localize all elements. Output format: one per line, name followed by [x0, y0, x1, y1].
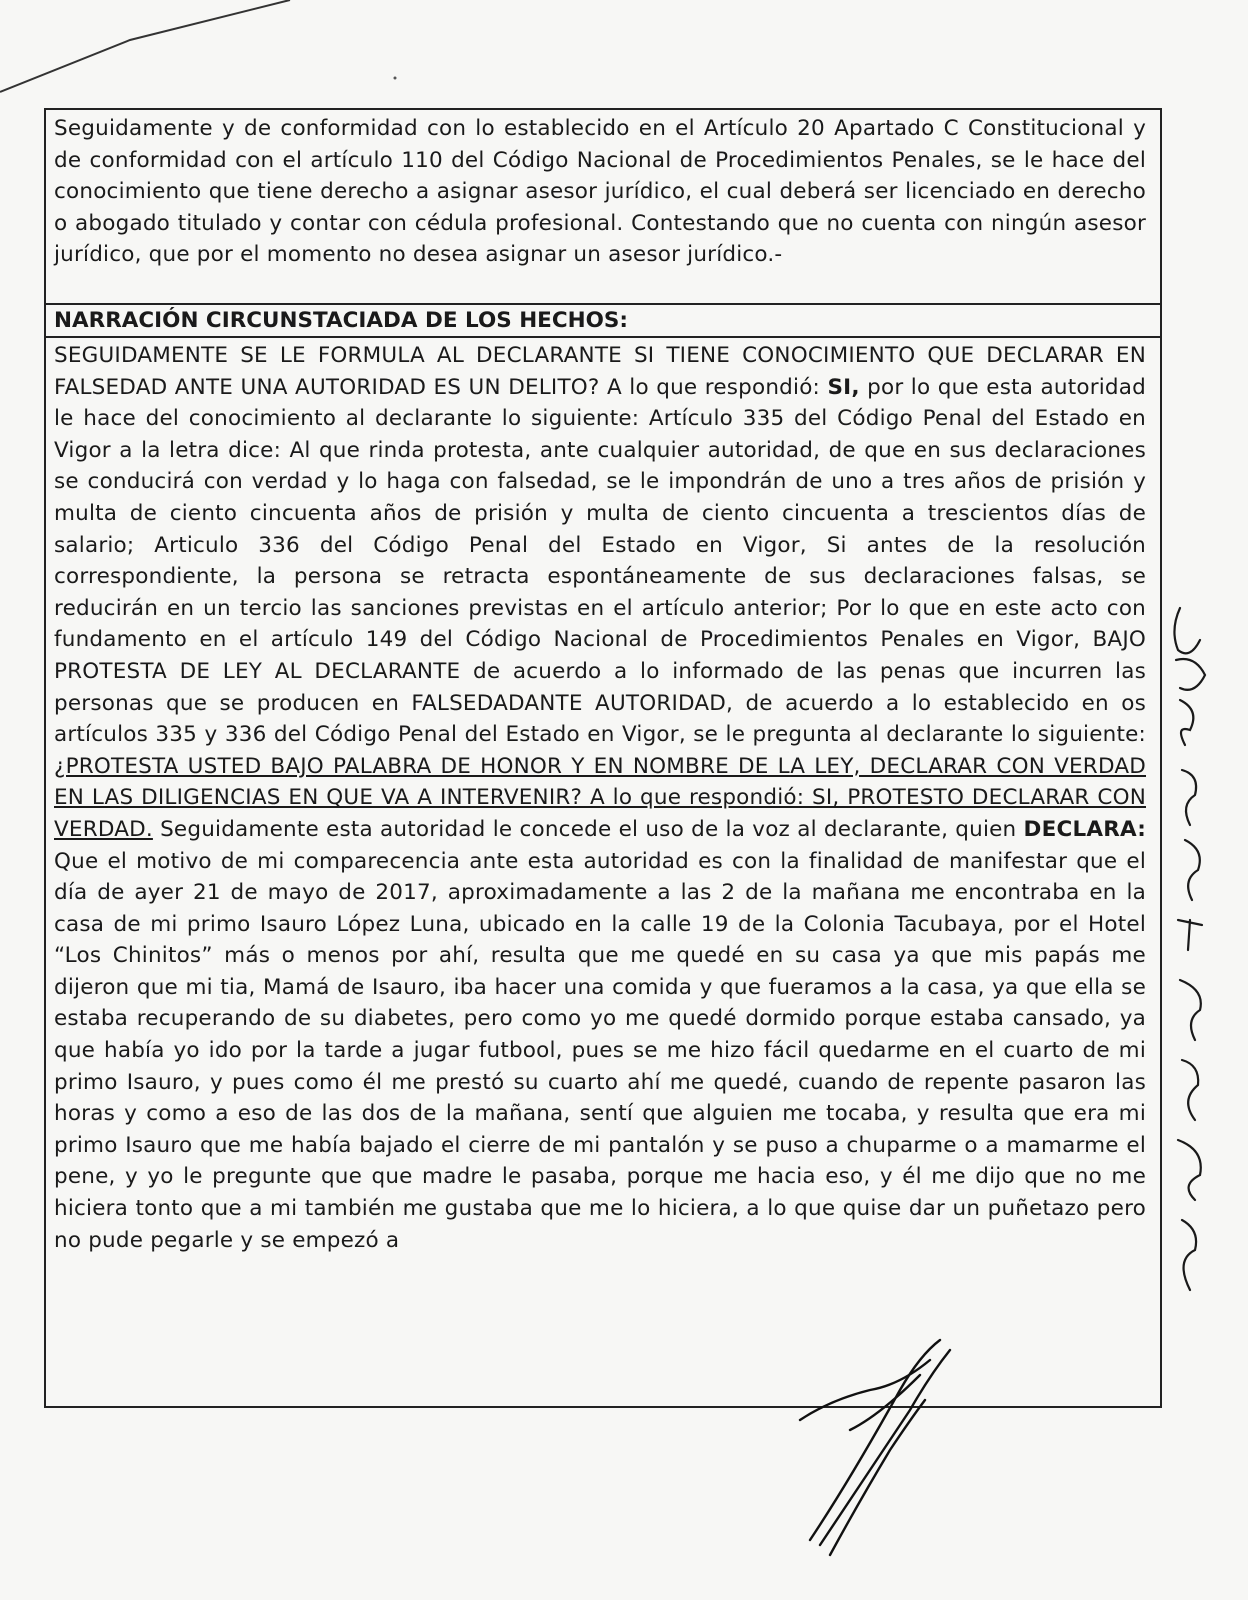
- answer-si: SI,: [827, 374, 860, 400]
- narrative-paragraph: [46, 338, 1160, 1258]
- declara-label: DECLARA:: [1023, 816, 1146, 842]
- margin-signature-icon: [1160, 600, 1230, 1320]
- narrative-part-3: Seguidamente esta autoridad le concede el uso de la voz al declarante, quien: [152, 816, 1024, 842]
- narrative-part-1: SEGUIDAMENTE SE LE FORMULA AL DECLARANTE SI TIENE CONOCIMIENTO QUE DECLARAR EN FALSEDAD ANTE UNA AUTORIDAD ES UN DELITO? A lo que respondió:: [54, 343, 1146, 400]
- narrative-part-4: Que el motivo de mi comparecencia ante esta autoridad es con la finalidad de manifestar que el día de ayer 21 de mayo de 2017, aproximadamente a las 2 de la mañana me encontraba en la casa de mi primo Isauro López Luna, ubicado en la calle 19 de la Colonia Tacubaya, por el Hotel “Los Chinitos” más o menos por ahí, resulta que me quedé en su casa ya que mis papás me dijeron que mi tia, Mamá de Isauro, iba hacer una comida y que fueramos a la casa, ya que ella se estaba recuperando de su diabetes, pero como yo me quedé dormido porque estaba cansado, ya que había yo ido por la tarde a jugar futbool, pues se me hizo fácil quedarme en el cuarto de mi primo Isauro, y pues como él me prestó su cuarto ahí me quedé, cuando de repente pasaron las horas y como a eso de las dos de la mañana, sentí que alguien me tocaba, y resulta que era mi primo Isauro que me había bajado el cierre de mi pantalón y se puso a chuparme o a mamarme el pene, y yo le pregunte que que madre le pasaba, porque me hacia eso, y él me dijo que no me hiciera tonto que a mi también me gustaba que me lo hiciera, a lo que quise dar un puñetazo pero no pude pegarle y se empezó a: [54, 848, 1146, 1253]
- section-heading: [46, 305, 1160, 338]
- heading-text: NARRACIÓN CIRCUNSTACIADA DE LOS HECHOS:: [54, 308, 629, 333]
- oath-question: ¿PROTESTA USTED BAJO PALABRA DE HONOR Y EN NOMBRE DE LA LEY, DECLARAR CON VERDAD EN LAS DILIGENCIAS EN QUE VA A INTERVENIR? A lo que respondió: SI, PROTESTO DECLARAR CON VERDAD.: [54, 753, 1146, 842]
- declaration-document: [44, 108, 1162, 1408]
- narrative-part-2: por lo que esta autoridad le hace del conocimiento al declarante lo siguiente: Artículo 335 del Código Penal del Estado en Vigor a la letra dice: Al que rinda protesta, ante cualquier autoridad, de que en sus declaraciones se conducirá con verdad y lo haga con falsedad, se le impondrán de uno a tres años de prisión y multa de ciento cincuenta años de prisión y multa de ciento cincuenta a trescientos días de salario; Articulo 336 del Código Penal del Estado en Vigor, Si antes de la resolución correspondiente, la persona se retracta espontáneamente de sus declaraciones falsas, se reducirán en un tercio las sanciones previstas en el artículo anterior; Por lo que en este acto con fundamento en el artículo 149 del Código Nacional de Procedimientos Penales en Vigor, BAJO PROTESTA DE LEY AL DECLARANTE de acuerdo a lo informado de las penas que incurren las personas que se producen en FALSEDADANTE AUTORIDAD, de acuerdo a lo establecido en os artículos 335 y 336 del Código Penal del Estado en Vigor, se le pregunta al declarante lo siguiente:: [54, 374, 1146, 748]
- legal-advisor-paragraph: [46, 110, 1160, 305]
- legal-advisor-text: Seguidamente y de conformidad con lo establecido en el Artículo 20 Apartado C Constitucional y de conformidad con el artículo 110 del Código Nacional de Procedimientos Penales, se le hace del conocimiento que tiene derecho a asignar asesor jurídico, el cual deberá ser licenciado en derecho o abogado titulado y contar con cédula profesional. Contestando que no cuenta con ningún asesor jurídico, que por el momento no desea asignar un asesor jurídico.-: [54, 116, 1146, 268]
- signature-icon: [790, 1330, 990, 1560]
- corner-fold-line: [0, 0, 1248, 110]
